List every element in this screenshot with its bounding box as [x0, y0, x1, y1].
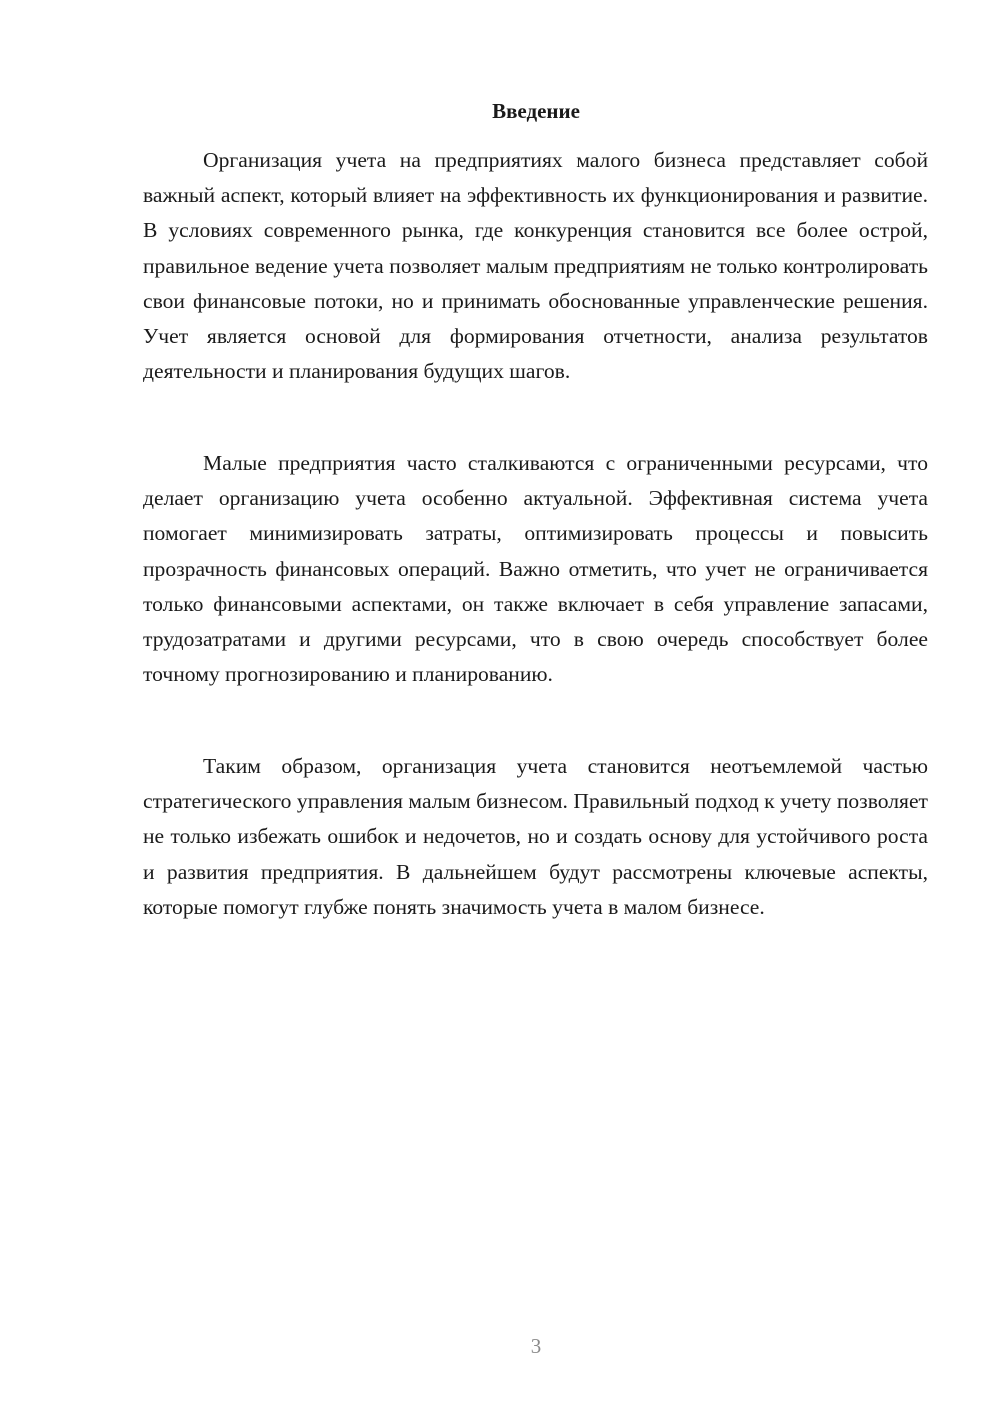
paragraph-1: Организация учета на предприятиях малого бизнеса представляет собой важный аспект, который влияет на эффективность их функционирования и развитие. В условиях современного рынка, где конкуренция становится все более острой, правильное ведение учета позволяет малым предприятиям не только контролировать свои финансовые потоки, но и принимать обоснованные управленческие решения. Учет является основой для формирования отчетности, анализа результатов деятельности и планирования будущих шагов.	[143, 148, 928, 384]
paragraph-3: Таким образом, организация учета становится неотъемлемой частью стратегического управления малым бизнесом. Правильный подход к учету позволяет не только избежать ошибок и недочетов, но и создать основу для устойчивого роста и развития предприятия. В дальнейшем будут рассмотрены ключевые аспекты, которые помогут глубже понять значимость учета в малом бизнесе.	[143, 754, 928, 919]
paragraph-2: Малые предприятия часто сталкиваются с ограниченными ресурсами, что делает организацию учета особенно актуальной. Эффективная система учета помогает минимизировать затраты, оптимизировать процессы и повысить прозрачность финансовых операций. Важно отметить, что учет не ограничивается только финансовыми аспектами, он также включает в себя управление запасами, трудозатратами и другими ресурсами, что в свою очередь способствует более точному прогнозированию и планированию.	[143, 451, 928, 687]
page-title: Введение	[492, 99, 580, 123]
page-number: 3	[530, 1334, 542, 1358]
